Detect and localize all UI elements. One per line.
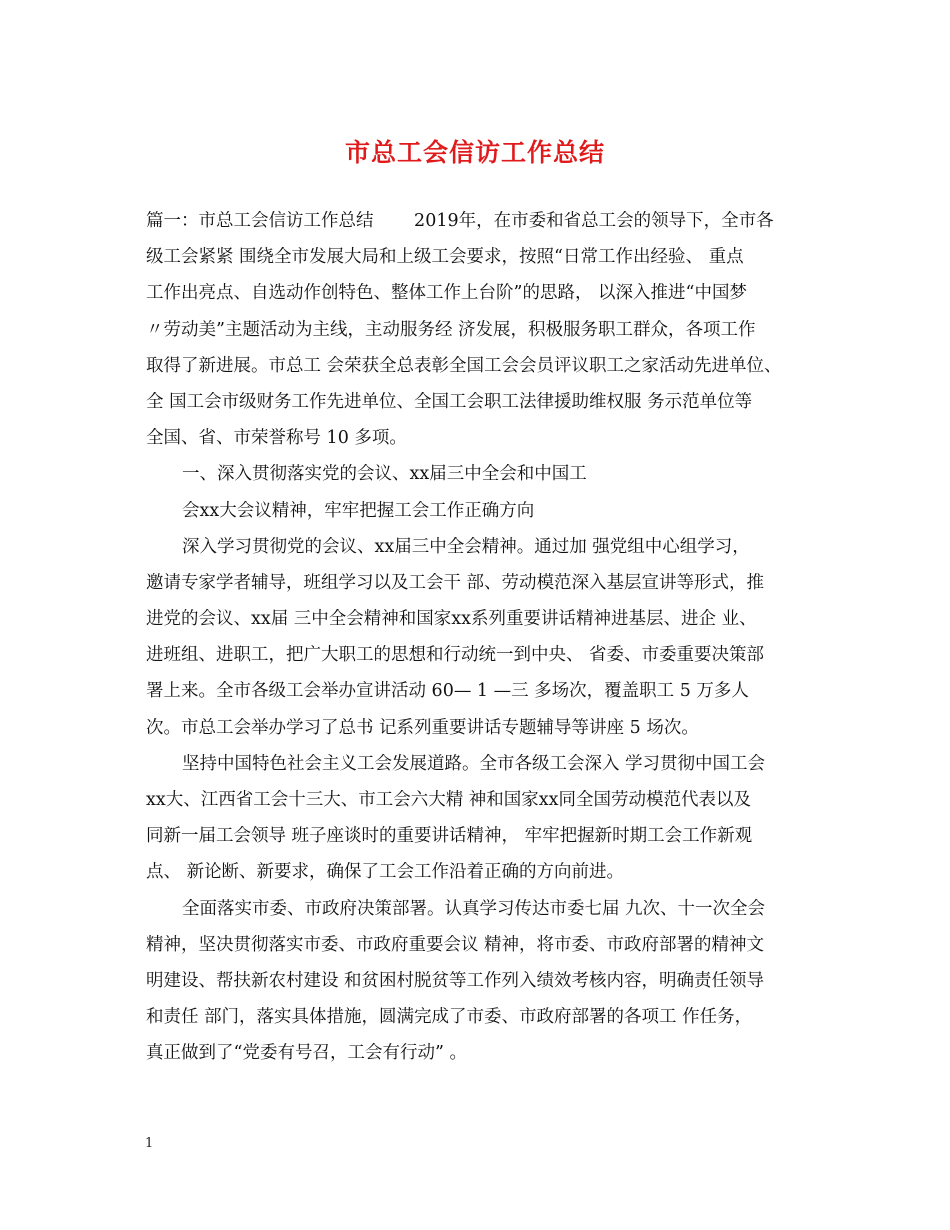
document-title: 市总工会信访工作总结: [344, 138, 605, 167]
page-number: 1: [145, 1136, 154, 1151]
text-line: 点、 新论断、新要求，确保了工会工作沿着正确的方向前进。: [146, 862, 625, 883]
text-line: 次。市总工会举办学习了总书 记系列重要讲话专题辅导等讲座 5 场次。: [146, 717, 699, 738]
text-line: 进党的会议、xx届 三中全会精神和国家xx系列重要讲话精神进基层、进企 业、: [146, 609, 757, 630]
text-line: 邀请专家学者辅导，班组学习以及工会干 部、劳动模范深入基层宣讲等形式，推: [146, 572, 765, 593]
text-line: 精神，坚决贯彻落实市委、市政府重要会议 精神，将市委、市政府部署的精神文: [146, 934, 765, 955]
document-body: [146, 203, 826, 1072]
text-line: 进班组、进职工，把广大职工的思想和行动统一到中央、 省委、市委重要决策部: [146, 645, 765, 666]
text-line: 工作出亮点、自选动作创特色、整体工作上台阶”的思路， 以深入推进“中国梦: [146, 283, 747, 304]
text-line: 全 国工会市级财务工作先进单位、全国工会职工法律援助维权服 务示范单位等: [146, 391, 753, 412]
text-line: 署上来。全市各级工会举办宣讲活动 60— 1 —三 多场次，覆盖职工 5 万多人: [146, 681, 749, 702]
section-heading-line: 会xx大会议精神，牢牢把握工会工作正确方向: [182, 500, 535, 521]
text-line: 级工会紧紧 围绕全市发展大局和上级工会要求，按照“日常工作出经验、 重点: [146, 247, 744, 268]
text-line: 篇一：市总工会信访工作总结 2019年，在市委和省总工会的领导下，全市各: [146, 211, 774, 231]
text-line: 深入学习贯彻党的会议、xx届三中全会精神。通过加 强党组中心组学习，: [182, 536, 750, 557]
text-line: 坚持中国特色社会主义工会发展道路。全市各级工会深入 学习贯彻中国工会: [182, 753, 766, 774]
text-line: 真正做到了“党委有号召，工会有行动” 。: [146, 1043, 467, 1064]
text-line: 明建设、帮扶新农村建设 和贫困村脱贫等工作列入绩效考核内容，明确责任领导: [146, 970, 765, 991]
text-line: 全国、省、市荣誉称号 10 多项。: [146, 428, 407, 449]
text-line: 和责任 部门，落实具体措施，圆满完成了市委、市政府部署的各项工 作任务，: [146, 1007, 753, 1028]
text-line: 全面落实市委、市政府决策部署。认真学习传达市委七届 九次、十一次全会: [182, 898, 766, 919]
text-line: xx大、江西省工会十三大、市工会六大精 神和国家xx同全国劳动模范代表以及: [146, 790, 752, 810]
text-line: 〃劳动美”主题活动为主线，主动服务经 济发展，积极服务职工群众，各项工作: [146, 319, 756, 340]
text-line: 同新一届工会领导 班子座谈时的重要讲话精神， 牢牢把握新时期工会工作新观: [146, 826, 753, 847]
text-line: 取得了新进展。市总工 会荣获全总表彰全国工会会员评议职工之家活动先进单位、: [146, 355, 782, 376]
section-heading-line: 一、深入贯彻落实党的会议、xx届三中全会和中国工: [182, 464, 587, 485]
